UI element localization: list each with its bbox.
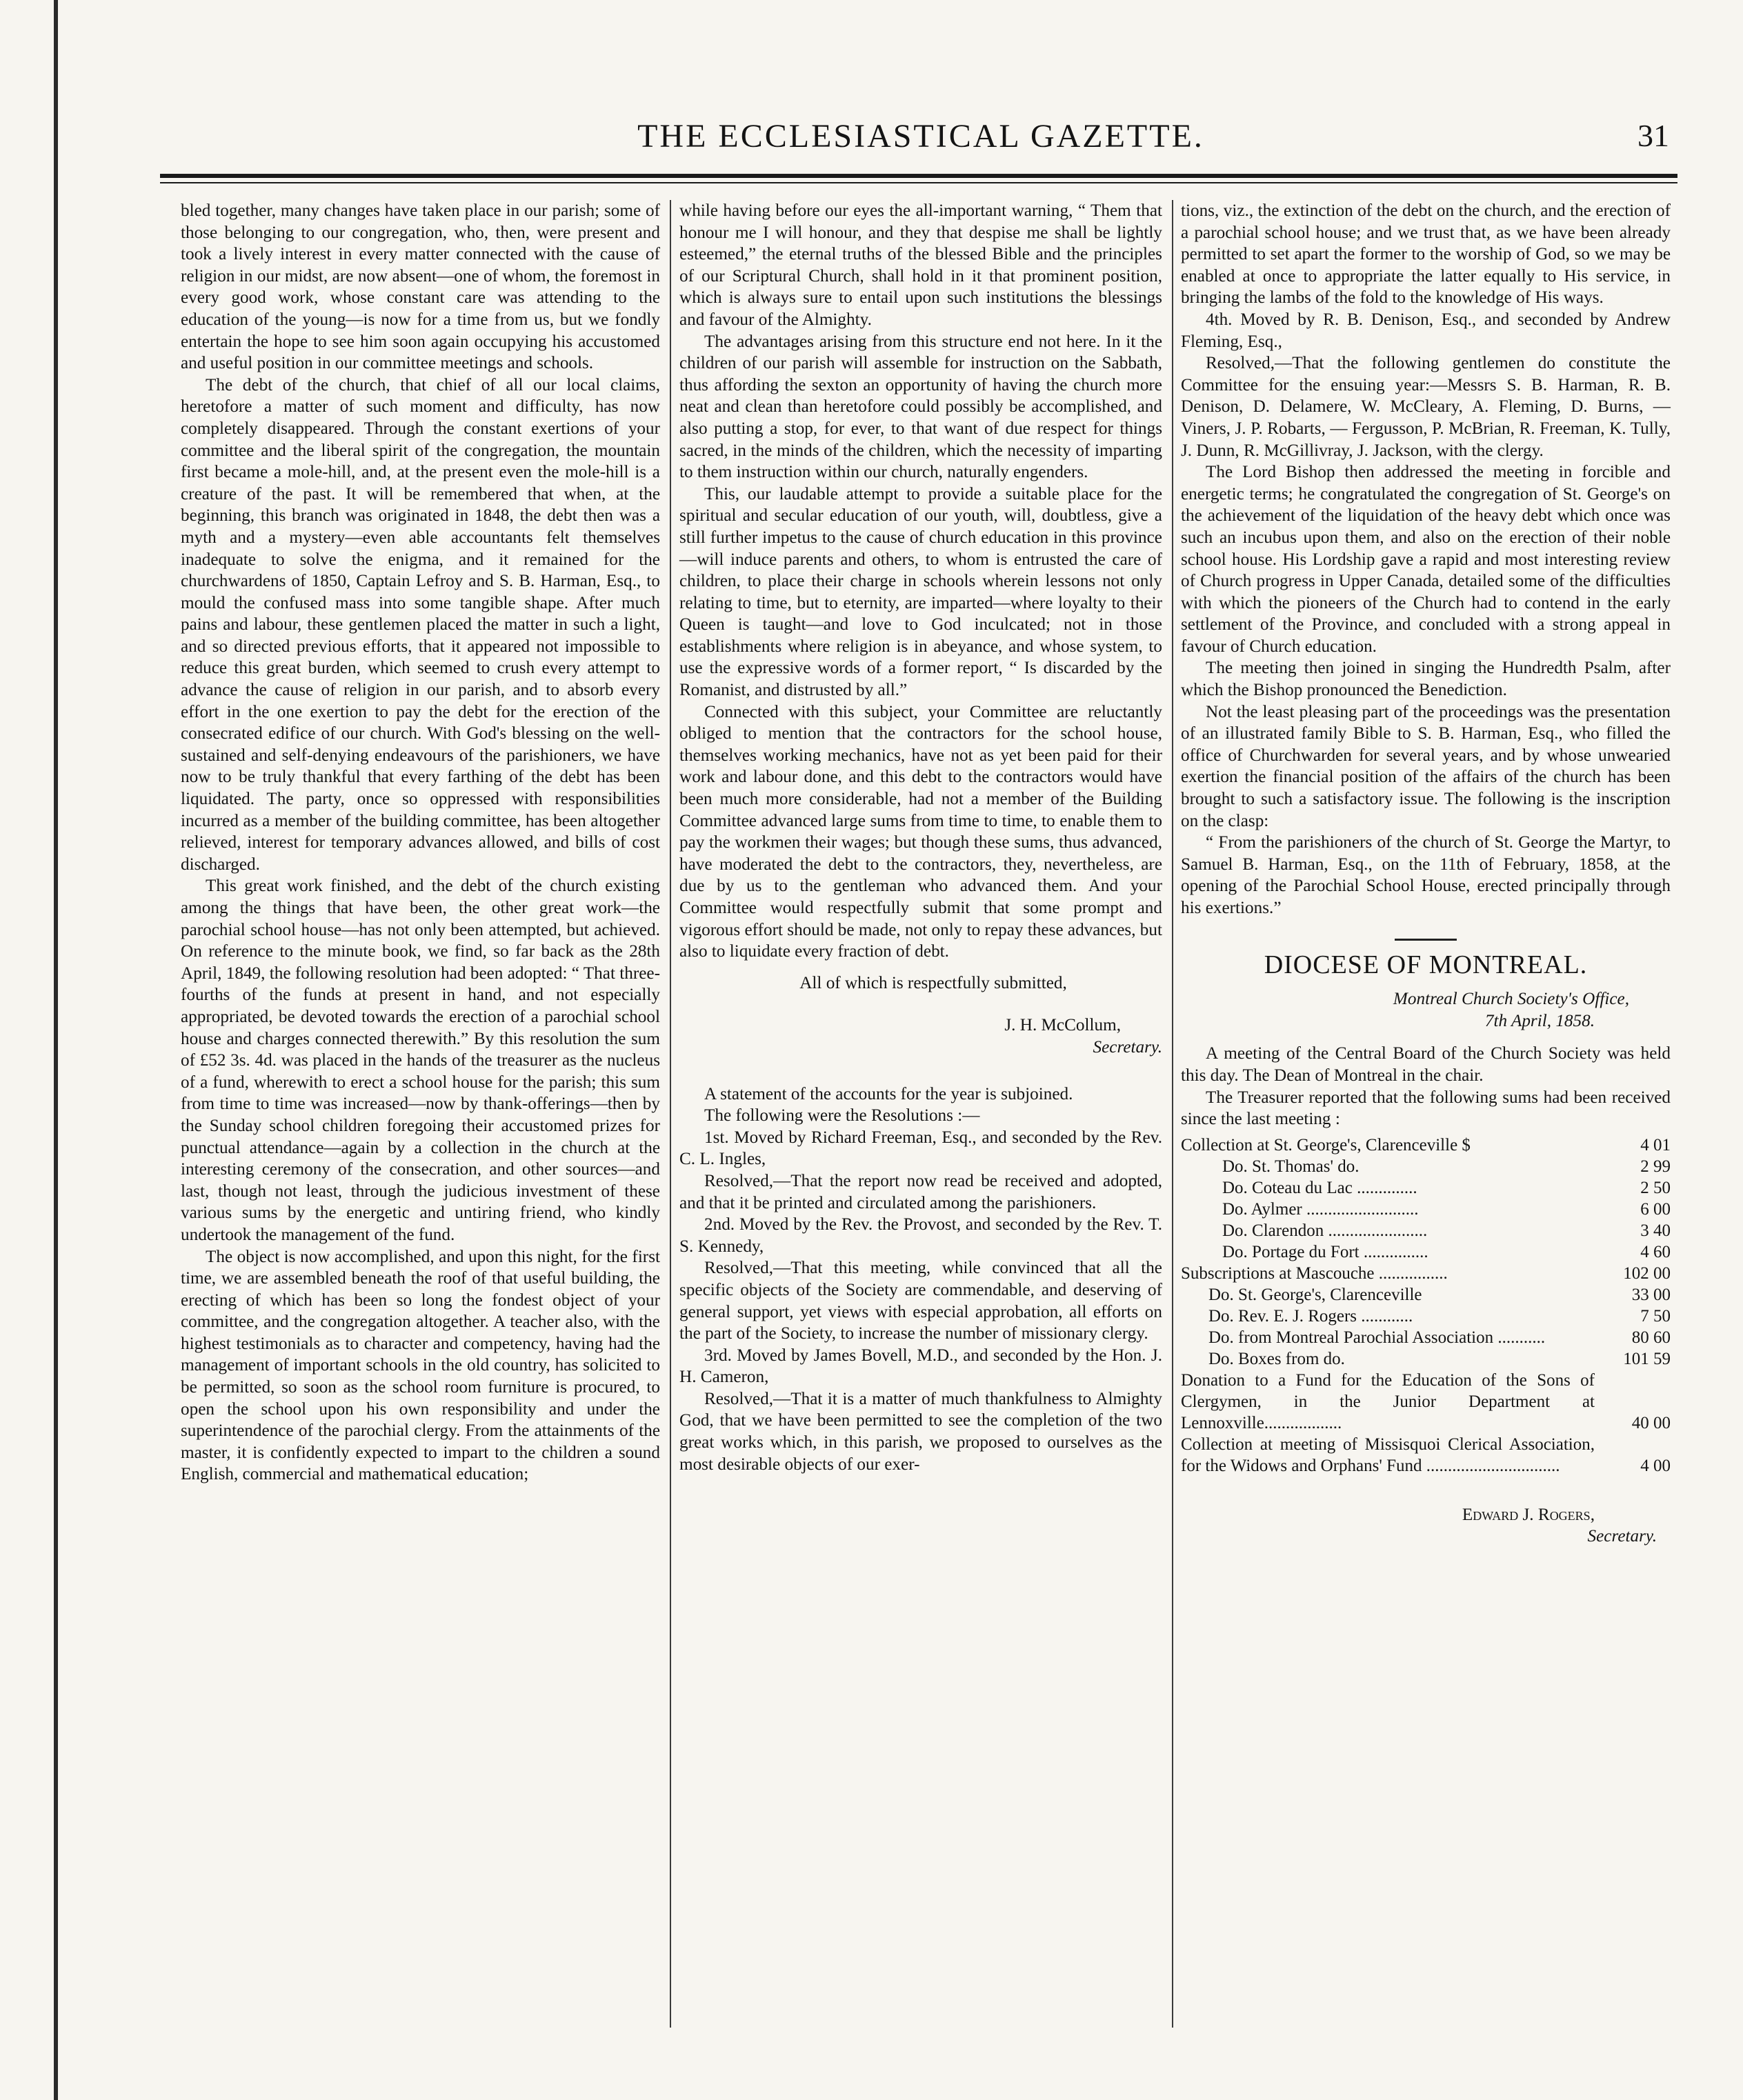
signature-name: J. H. McCollum, bbox=[1004, 1016, 1121, 1035]
section-separator bbox=[1395, 939, 1457, 941]
column-divider bbox=[670, 200, 671, 2028]
closing-line: All of which is respectfully submitted, bbox=[799, 973, 1067, 992]
paragraph: Connected with this subject, your Committee are reluctantly obliged to mention that the contractors for the school house, themselves working mechanics, have not as yet been paid for their work and labour done, and this debt to the contractors would have been much more considerable, had not a member of the Building Committee advanced large sums from time to time, to enable them to pay the workmen their wages; but though these sums, thus advanced, have moderated the debt to the contractors, they, nevertheless, are due by us to the gentleman who advanced them. And your Committee would respectfully submit that some prompt and vigorous effort should be made, not only to repay these advances, but also to liquidate every fraction of debt. bbox=[679, 702, 1162, 961]
resolution-motion: 2nd. Moved by the Rev. the Provost, and seconded by the Rev. T. S. Kennedy, bbox=[679, 1215, 1162, 1256]
paragraph: The Lord Bishop then addressed the meeting in forcible and energetic terms; he congratulated the congregation of St. George's on the achievement of the liquidation of the heavy debt which once was such an incubus upon them, and also on the erection of their noble school house. His Lordship gave a rapid and most interesting review of Church progress in Upper Canada, detailed some of the difficulties with which the pioneers of the Church had to contend in the early settlement of the Province, and concluded with a strong appeal in favour of Church education. bbox=[1181, 463, 1671, 656]
resolution-text: Resolved,—That the following gentlemen do constitute the Committee for the ensuing year:—Messrs S. B. Harman, R. B. Denison, D. Delamere, W. McCleary, A. Fleming, D. Burns, — Viners, J. P. Robarts, — Fergusson, P. McBrian, R. Freeman, K. Tully, J. Dunn, R. McGillivray, J. Jackson, with the clergy. bbox=[1181, 354, 1671, 460]
table-row: Do. Aylmer .......................... 6 00 bbox=[1222, 1199, 1671, 1219]
resolution-text: Resolved,—That it is a matter of much thankfulness to Almighty God, that we have been permitted to see the completion of the two great works which, in this parish, we proposed to ourselves as the most desirable objects of our exer- bbox=[679, 1389, 1162, 1474]
resolution-motion: 4th. Moved by R. B. Denison, Esq., and seconded by Andrew Fleming, Esq., bbox=[1181, 310, 1671, 351]
dateline-office: Montreal Church Society's Office, bbox=[1393, 990, 1629, 1009]
paragraph: Not the least pleasing part of the proceedings was the presentation of an illustrated family Bible to S. B. Harman, Esq., who filled the office of Churchwarden for several years, and by whose unwearied exertion the financial position of the affairs of the church has been brought to such a satisfactory issue. The following is the inscription on the clasp: bbox=[1181, 702, 1671, 830]
table-row: Do. Portage du Fort ............... 4 60 bbox=[1222, 1242, 1671, 1261]
paragraph: tions, viz., the extinction of the debt on the church, and the erection of a parochial school house; and we trust that, as we have been already permitted to set apart the former to the worship of God, so we may be enabled at once to appropriate the latter equally to His service, in bringing the lambs of the fold to the knowledge of His ways. bbox=[1181, 201, 1671, 308]
page-header bbox=[172, 117, 1669, 166]
column-divider bbox=[1172, 200, 1173, 2028]
table-row: Donation to a Fund for the Education of the Sons of Clergymen, in the Junior Department at Lennoxville.................. 40 00 bbox=[1181, 1370, 1671, 1432]
page-title: THE ECCLESIASTICAL GAZETTE. bbox=[637, 118, 1204, 154]
table-row: Subscriptions at Mascouche ................ 102 00 bbox=[1181, 1263, 1671, 1283]
paragraph: The object is now accomplished, and upon this night, for the first time, we are assembled beneath the roof of that useful building, the erecting of which has been so long the fondest object of your committee, and the congregation altogether. A teacher also, with the highest testimonials as to character and competency, having had the management of important schools in the old country, has solicited to be permitted, so soon as the school room furniture is procured, to open the school upon his own responsibility and under the superintendence of the parochial clergy. From the attainments of the master, it is confidently expected to impart to the children a sound English, commercial and mathematical education; bbox=[181, 1247, 660, 1484]
paragraph: The meeting then joined in singing the Hundredth Psalm, after which the Bishop pronounced the Benediction. bbox=[1181, 659, 1671, 700]
table-row: Collection at St. George's, Clarenceville $ 4 01 bbox=[1181, 1135, 1671, 1154]
paragraph: The debt of the church, that chief of all our local claims, heretofore a matter of such moment and difficulty, has now completely disappeared. Through the constant exertions of your committee and the liberal spirit of the congregation, the mountain first became a mole-hill, and, at the present even the mole-hill is a creature of the past. It will be remembered that when, at the beginning, this branch was originated in 1848, the debt then was a myth and a mystery—even able accountants felt themselves inadequate to solve the enigma, and it remained for the churchwardens of 1850, Captain Lefroy and S. B. Harman, Esq., to mould the confused mass into some tangible shape. After much pains and labour, these gentlemen placed the matter in such a light, and so directed previous efforts, that it appeared not impossible to reduce this great burden, which seemed to crush every attempt to advance the cause of religion in our parish, and to absorb every effort in the one exertion to pay the debt for the erection of the consecrated edifice of our church. With God's blessing on the well-sustained and self-denying endeavours of the parishioners, we have now to be truly thankful that every farthing of the debt has been liquidated. The party, once so oppressed with responsibilities incurred as a member of the building committee, has been altogether relieved, interest for temporary advances allowed, and bills of cost discharged. bbox=[181, 375, 660, 874]
paragraph: The advantages arising from this structure end not here. In it the children of our parish will assemble for instruction on the Sabbath, thus affording the sexton an opportunity of having the church more neat and clean than heretofore could possibly be accomplished, and also putting a stop, for ever, to that want of due respect for things sacred, in the minds of the children, which the necessity of imparting to them instruction within our church, naturally engenders. bbox=[679, 332, 1162, 482]
paragraph: This, our laudable attempt to provide a suitable place for the spiritual and secular education of our youth, will, doubtless, give a still further impetus to the cause of church education in this province—will induce parents and others, to whom is entrusted the care of children, to place their charge in schools wherein lessons not only relating to time, but to eternity, are imparted—where loyalty to their Queen is taught—and love to God inculcated; not in those establishments where religion is in abeyance, and whose system, to use the expressive words of a former report, “ Is discarded by the Romanist, and distrusted by all.” bbox=[679, 484, 1162, 700]
signature-title: Secretary. bbox=[1587, 1527, 1657, 1546]
table-row: Do. from Montreal Parochial Association ........... 80 60 bbox=[1208, 1328, 1671, 1347]
header-rule-thick bbox=[160, 174, 1677, 178]
paragraph: The Treasurer reported that the following sums had been received since the last meeting : bbox=[1181, 1088, 1671, 1129]
table-row: Collection at meeting of Missisquoi Clerical Association, for the Widows and Orphans' Fund ............................... 4 00 bbox=[1181, 1434, 1671, 1475]
page-number: 31 bbox=[1637, 118, 1669, 153]
table-row: Do. Coteau du Lac .............. 2 50 bbox=[1222, 1178, 1671, 1197]
inscription-quote: “ From the parishioners of the church of St. George the Martyr, to Samuel B. Harman, Esq., on the 11th of February, 1858, at the opening of the Parochial School House, erected principally through his exertions.” bbox=[1181, 833, 1671, 917]
paragraph: This great work finished, and the debt of the church existing among the things that have been, the other great work—the parochial school house—has not only been attempted, but achieved. On reference to the minute book, we find, so far back as the 28th April, 1849, the following resolution had been adopted: “ That three-fourths of the funds at present in hand, and not especially appropriated, be devoted towards the erection of a parochial school house and charges connected therewith.” By this resolution the sum of £52 3s. 4d. was placed in the hands of the treasurer as the nucleus of a fund, wherewith to erect a school house for the parish; this sum from time to time was increased—now by thank-offerings—then by the Sunday school children foregoing their accustomed prizes for punctual attendance—again by a collection in the church at the interesting ceremony of the consecration, and other sources—and last, though not least, through the judicious investment of these various sums by the energetic and untiring friend, who kindly undertook the management of the fund. bbox=[181, 877, 660, 1244]
header-rule-thin bbox=[160, 182, 1677, 183]
signature-title: Secretary. bbox=[1093, 1037, 1162, 1057]
column-1 bbox=[181, 200, 660, 1486]
column-3 bbox=[1181, 200, 1671, 1548]
resolution-motion: 3rd. Moved by James Bovell, M.D., and seconded by the Hon. J. H. Cameron, bbox=[679, 1346, 1162, 1387]
paragraph: while having before our eyes the all-important warning, “ Them that honour me I will honour, and they that despise me shall be lightly esteemed,” the eternal truths of the blessed Bible and the principles of our Scriptural Church, shall hold in it that prominent position, which is always sure to entail upon such institutions the blessings and favour of the Almighty. bbox=[679, 201, 1162, 329]
section-heading: DIOCESE OF MONTREAL. bbox=[1264, 950, 1588, 979]
page-binding-edge bbox=[54, 0, 58, 2100]
resolution-motion: 1st. Moved by Richard Freeman, Esq., and seconded by the Rev. C. L. Ingles, bbox=[679, 1128, 1162, 1169]
table-row: Do. St. Thomas' do. 2 99 bbox=[1222, 1157, 1671, 1176]
paragraph: The following were the Resolutions :— bbox=[704, 1106, 980, 1126]
table-row: Do. Clarendon ....................... 3 40 bbox=[1222, 1221, 1671, 1240]
resolution-text: Resolved,—That this meeting, while convinced that all the specific objects of the Society are commendable, and deserving of general support, yet views with especial approbation, all efforts on the part of the Society, to increase the number of missionary clergy. bbox=[679, 1259, 1162, 1343]
table-row: Do. Rev. E. J. Rogers ............ 7 50 bbox=[1208, 1306, 1671, 1326]
signature-name: Edward J. Rogers, bbox=[1462, 1505, 1595, 1524]
table-row: Do. St. George's, Clarenceville 33 00 bbox=[1208, 1285, 1671, 1304]
table-row: Do. Boxes from do. 101 59 bbox=[1208, 1349, 1671, 1368]
paragraph: bled together, many changes have taken place in our parish; some of those belonging to our congregation, who, then, were present and took a lively interest in every matter connected with the cause of religion in our midst, are now absent—one of whom, the foremost in every good work, whose constant care was attending to the education of the young—is now for a time from us, but we fondly entertain the hope to see him soon again occupying his accustomed and useful position in our committee meetings and schools. bbox=[181, 201, 660, 373]
paragraph: A statement of the accounts for the year is subjoined. bbox=[704, 1084, 1073, 1103]
resolution-text: Resolved,—That the report now read be received and adopted, and that it be printed and circulated among the parishioners. bbox=[679, 1171, 1162, 1212]
paragraph: A meeting of the Central Board of the Church Society was held this day. The Dean of Montreal in the chair. bbox=[1181, 1044, 1671, 1085]
dateline-date: 7th April, 1858. bbox=[1484, 1011, 1595, 1030]
accounts-table bbox=[1181, 1134, 1671, 1477]
column-2 bbox=[679, 200, 1162, 1475]
